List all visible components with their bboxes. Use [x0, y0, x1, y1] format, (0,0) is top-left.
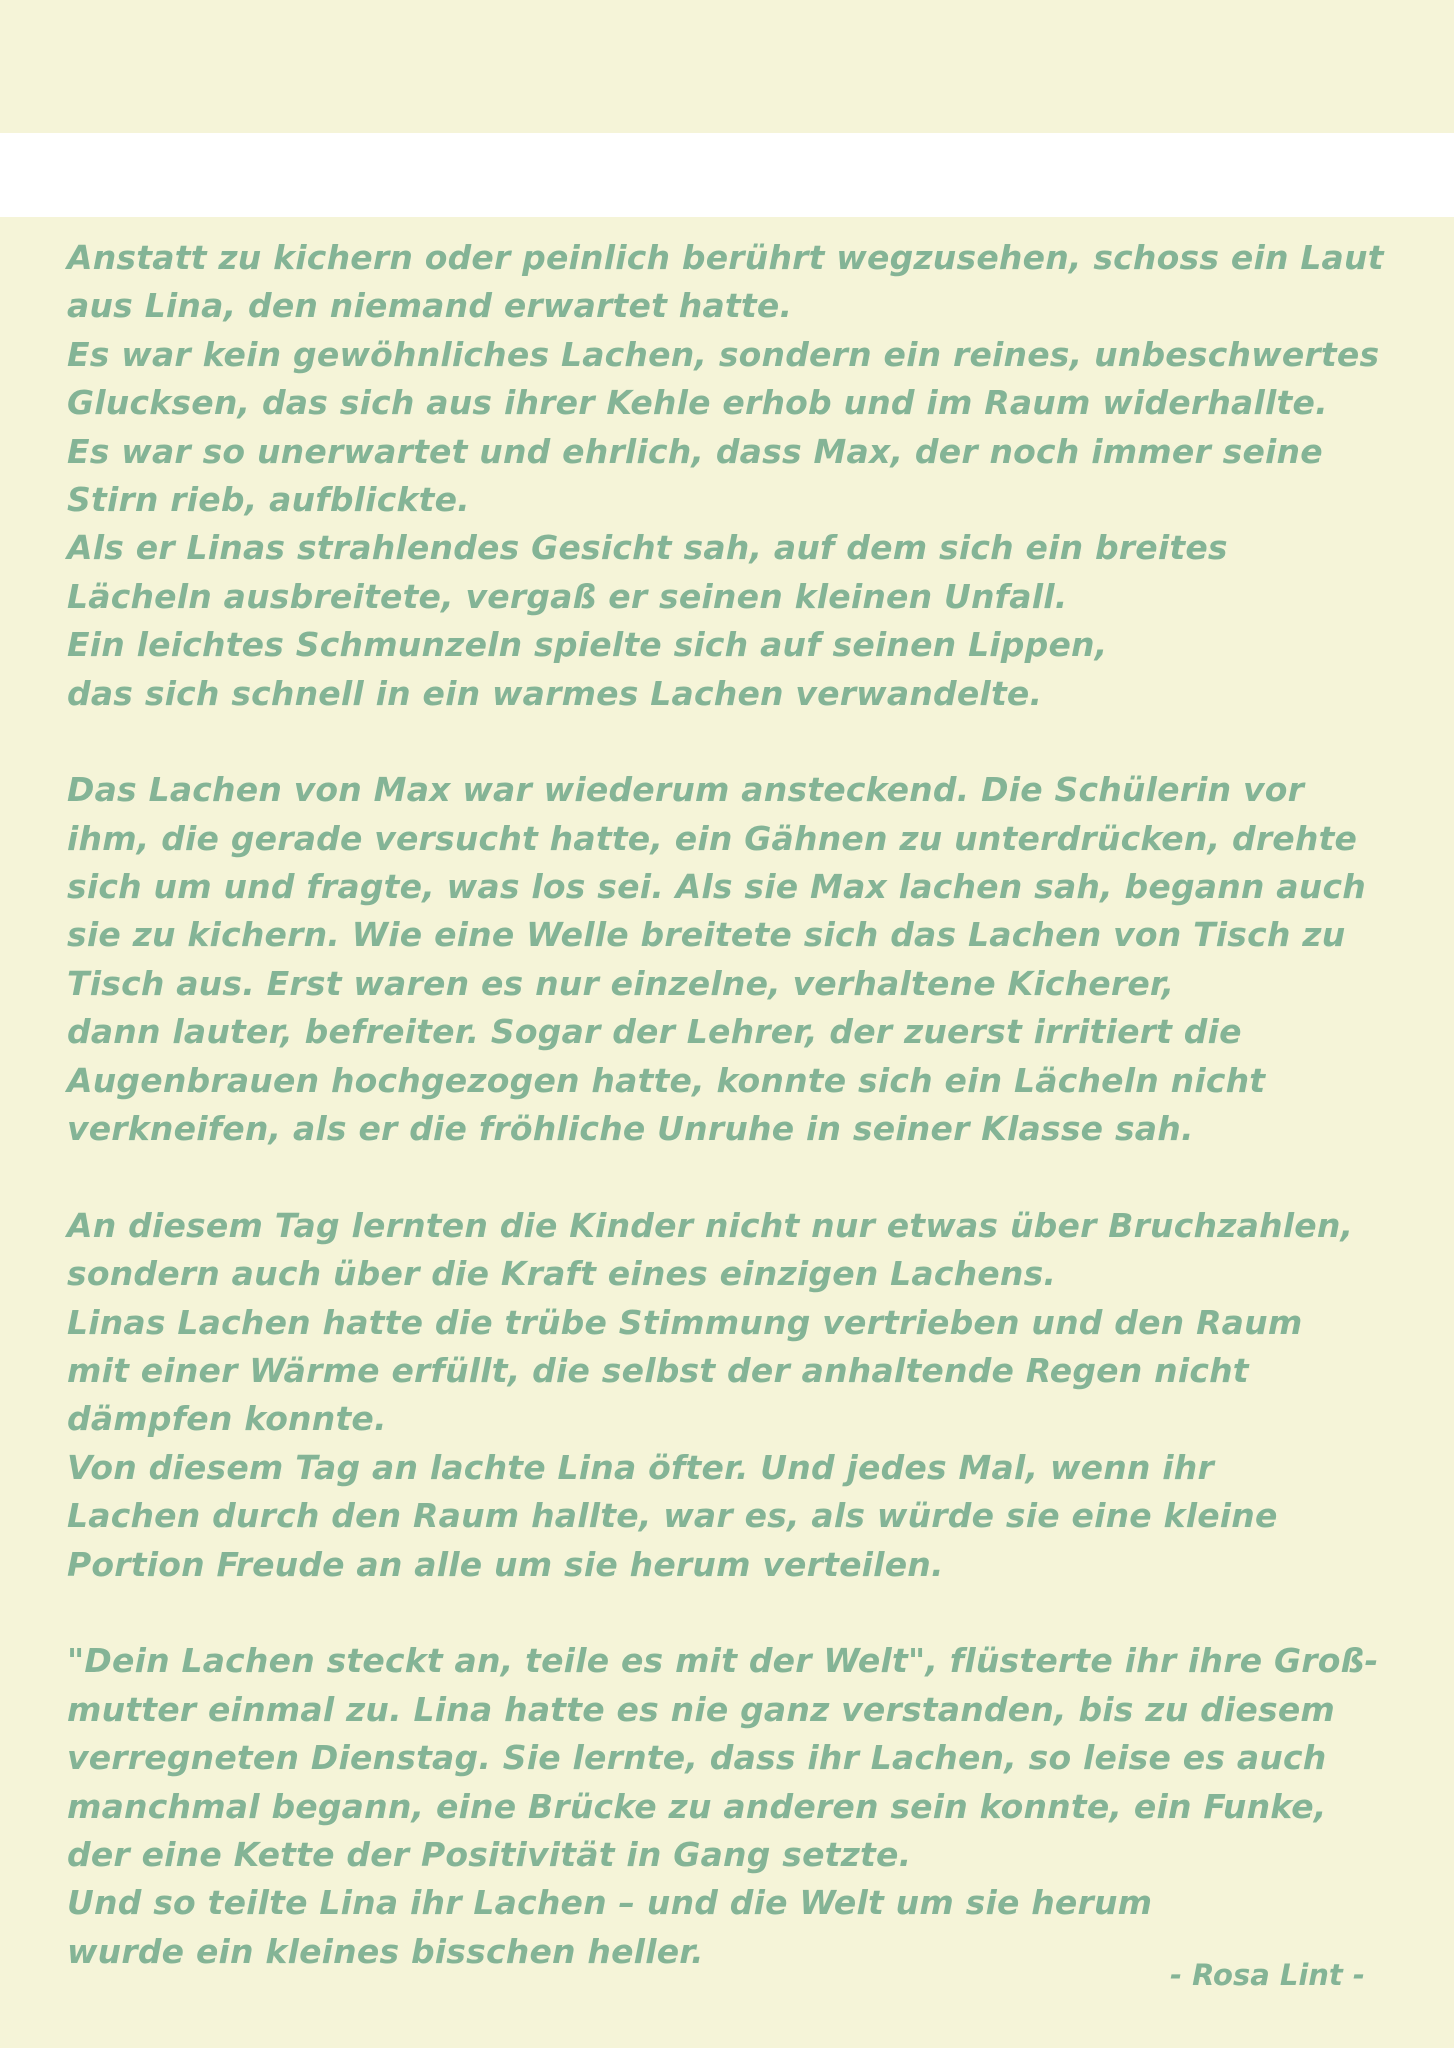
- author-signature: - Rosa Lint -: [1170, 1958, 1365, 1992]
- text-line: aus Lina, den niemand erwartet hatte.: [67, 286, 793, 326]
- text-line: sie zu kichern. Wie eine Welle breitete sich das Lachen von Tisch zu: [67, 915, 1346, 955]
- text-line: manchmal begann, eine Brücke zu anderen sein konnte, ein Funke,: [67, 1786, 1327, 1826]
- text-line: Anstatt zu kichern oder peinlich berührt wegzusehen, schoss ein Laut: [67, 238, 1384, 277]
- text-line: mutter einmal zu. Lina hatte es nie ganz verstanden, bis zu diesem: [67, 1689, 1336, 1729]
- text-line: verkneifen, als er die fröhliche Unruhe in seiner Klasse sah.: [67, 1109, 1194, 1149]
- text-line: Stirn rieb, aufblickte.: [67, 479, 470, 519]
- text-line: wurde ein kleines bisschen heller.: [67, 1931, 704, 1971]
- text-line: das sich schnell in ein warmes Lachen verwandelte.: [67, 673, 1043, 713]
- text-line: verregneten Dienstag. Sie lernte, dass ihr Lachen, so leise es auch: [67, 1738, 1327, 1778]
- text-line: der eine Kette der Positivität in Gang setzte.: [67, 1834, 912, 1874]
- text-line: sondern auch über die Kraft eines einzigen Lachens.: [67, 1254, 1057, 1294]
- text-line: Lachen durch den Raum hallte, war es, als würde sie eine kleine: [67, 1496, 1278, 1536]
- text-line: Tisch aus. Erst waren es nur einzelne, verhaltene Kicherer,: [67, 963, 1175, 1003]
- text-line: "Dein Lachen steckt an, teile es mit der Welt", flüsterte ihr ihre Groß-: [67, 1641, 1379, 1681]
- text-line: An diesem Tag lernten die Kinder nicht nur etwas über Bruchzahlen,: [67, 1205, 1354, 1245]
- text-line: Linas Lachen hatte die trübe Stimmung vertrieben und den Raum: [67, 1302, 1303, 1342]
- text-line: Als er Linas strahlendes Gesicht sah, auf dem sich ein breites: [67, 528, 1228, 568]
- text-line: Es war so unerwartet und ehrlich, dass Max, der noch immer seine: [67, 431, 1323, 471]
- text-line: Lächeln ausbreitete, vergaß er seinen kleinen Unfall.: [67, 576, 1068, 616]
- paragraph-4: [67, 1637, 1437, 1976]
- top-band: [0, 0, 1454, 133]
- story-text: [67, 234, 1437, 1976]
- white-band: [0, 133, 1454, 217]
- text-line: Von diesem Tag an lachte Lina öfter. Und jedes Mal, wenn ihr: [67, 1447, 1214, 1487]
- text-line: dann lauter, befreiter. Sogar der Lehrer, der zuerst irritiert die: [67, 1012, 1242, 1052]
- text-line: Und so teilte Lina ihr Lachen – und die Welt um sie herum: [67, 1883, 1153, 1923]
- text-line: sich um und fragte, was los sei. Als sie Max lachen sah, begann auch: [67, 867, 1366, 907]
- text-line: Das Lachen von Max war wiederum ansteckend. Die Schülerin vor: [67, 770, 1305, 810]
- paragraph-gap: [67, 718, 1437, 766]
- paragraph-gap: [67, 1153, 1437, 1201]
- text-line: mit einer Wärme erfüllt, die selbst der anhaltende Regen nicht: [67, 1350, 1249, 1390]
- text-line: Es war kein gewöhnliches Lachen, sondern ein reines, unbeschwertes: [67, 334, 1380, 374]
- paragraph-1: [67, 234, 1437, 718]
- text-line: Augenbrauen hochgezogen hatte, konnte sich ein Lächeln nicht: [67, 1060, 1266, 1100]
- text-line: ihm, die gerade versucht hatte, ein Gähnen zu unterdrücken, drehte: [67, 818, 1358, 858]
- text-line: Glucksen, das sich aus ihrer Kehle erhob und im Raum widerhallte.: [67, 383, 1328, 423]
- paragraph-2: [67, 766, 1437, 1153]
- paragraph-gap: [67, 1589, 1437, 1637]
- text-line: dämpfen konnte.: [67, 1399, 387, 1439]
- text-line: Ein leichtes Schmunzeln spielte sich auf seinen Lippen,: [67, 625, 1108, 665]
- text-line: Portion Freude an alle um sie herum verteilen.: [67, 1544, 944, 1584]
- paragraph-3: [67, 1202, 1437, 1589]
